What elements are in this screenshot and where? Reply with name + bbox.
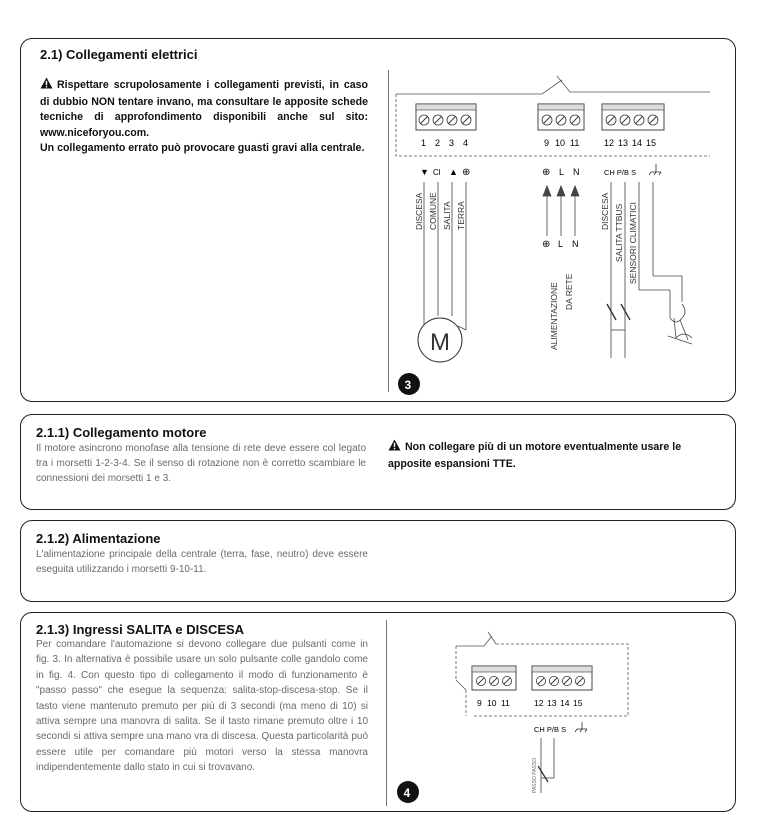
terminal-block-power <box>472 666 516 708</box>
input-label-discesa: DISCESA <box>600 192 610 230</box>
terminal-label-12: 12 <box>604 138 615 148</box>
motor-symbol-common: Cl <box>433 168 441 177</box>
figure3-divider <box>388 70 389 392</box>
figure-3-wiring-diagram <box>392 68 712 400</box>
warning-icon <box>388 439 401 457</box>
power-supply-text: L'alimentazione principale della centrale (terra, fase, neutro) deve essere eseguita utilizzando i morsetti 9-10-11. <box>36 549 368 576</box>
terminal-label-9: 9 <box>477 698 482 708</box>
terminal-label-15: 15 <box>573 698 583 708</box>
section-title-inputs: 2.1.3) Ingressi SALITA e DISCESA <box>36 622 245 637</box>
terminal-label-13: 13 <box>547 698 557 708</box>
power-symbol-n: N <box>573 167 580 177</box>
power-symbol-l: L <box>559 167 565 177</box>
terminal-label-15: 15 <box>646 138 657 148</box>
svg-text:4: 4 <box>403 786 411 800</box>
svg-text:3: 3 <box>404 378 412 392</box>
warning-icon <box>40 77 53 95</box>
earth-icon <box>575 722 587 732</box>
earth-icon <box>649 164 661 175</box>
terminal-label-4: 4 <box>463 138 469 148</box>
input-symbols: CH P/B S <box>534 725 567 734</box>
power-supply-label: ALIMENTAZIONE <box>549 282 559 350</box>
ground-icon: ⊕ <box>462 167 471 178</box>
wire-label-salita: SALITA <box>442 201 452 230</box>
power-in-l: L <box>558 239 564 249</box>
section-title-motor-connection: 2.1.1) Collegamento motore <box>36 425 207 440</box>
power-in-ground-icon: ⊕ <box>542 239 551 250</box>
terminal-block-power <box>538 104 584 148</box>
section-title-power-supply: 2.1.2) Alimentazione <box>36 531 161 546</box>
power-in-n: N <box>572 239 579 249</box>
terminal-label-11: 11 <box>501 698 510 708</box>
power-ground-icon: ⊕ <box>542 167 551 178</box>
terminal-block-inputs <box>532 666 592 708</box>
wire-label-terra: TERRA <box>456 201 466 230</box>
inputs-text: Per comandare l'automazione si devono collegare due pulsanti come in fig. 3. In alternativa è possibile usare un solo pulsante colle gandolo come in fig. 4. Con questo tipo di collegamento il modo di funzionamento è "passo passo" che esegue la sequenza: salita-stop-discesa-stop. Se il tasto viene mantenuto premuto per più di 3 secondi (ma meno di 10) si attiva sempre una manovra di salita. Se il tasto rimane premuto oltre i 10 secondi si attiva sempre una mano vra di discesa. Questa particolarità può essere utile per comandare più motori verso la stessa manovra indipendentemente dallo stato in cui si trovavano. <box>36 639 368 774</box>
figure-number-badge <box>398 373 420 395</box>
terminal-label-2: 2 <box>435 138 441 148</box>
switch-discesa <box>607 304 616 320</box>
motor-letter: M <box>430 329 450 356</box>
wire-label-comune: COMUNE <box>428 192 438 230</box>
motor-symbol-up: ▲ <box>449 167 458 177</box>
figure4-divider <box>386 620 387 806</box>
warning-text-connections: Rispettare scrupolosamente i collegamenti previsti, in caso di dubbio NON tentare invano, ma consultare le apposite schede tecniche di approfondimento disponibili anche sul sito: www.niceforyou.com. Un collegamento errato può provocare guasti gravi alla centrale. <box>40 79 368 155</box>
terminal-label-14: 14 <box>560 698 570 708</box>
climate-sensor-icon <box>668 304 692 344</box>
terminal-label-14: 14 <box>632 138 643 148</box>
button-label-passo-passo: PASSO PASSO <box>532 757 538 793</box>
switch-passo-passo <box>538 766 548 782</box>
input-label-climate-sensors: SENSORI CLIMATICI <box>628 201 638 284</box>
motor-symbol-down: ▼ <box>420 167 429 177</box>
terminal-label-1: 1 <box>421 138 427 148</box>
terminal-label-3: 3 <box>449 138 455 148</box>
terminal-label-12: 12 <box>534 698 544 708</box>
motor-warning-text: Non collegare più di un motore eventualmente usare le apposite espansioni TTE. <box>388 441 682 470</box>
input-label-salita-ttbus: SALITA TTBUS <box>614 203 624 262</box>
section-title-electrical-connections: 2.1) Collegamenti elettrici <box>40 47 198 62</box>
terminal-label-13: 13 <box>618 138 629 148</box>
figure-4-single-button-diagram <box>392 618 692 808</box>
switch-salita <box>621 304 630 320</box>
terminal-block-inputs <box>602 104 664 148</box>
figure-number-badge <box>397 781 419 803</box>
motor-connection-text: Il motore asincrono monofase alla tensione di rete deve essere col legato tra i morsetti 1-2-3-4. Se il senso di rotazione non è corretto scambiare le connessioni dei morsetti 1 e 3. <box>36 443 366 485</box>
terminal-block-motor <box>416 104 476 148</box>
wire-label-discesa: DISCESA <box>414 192 424 230</box>
input-symbols: CH P/B S <box>604 168 637 177</box>
terminal-label-11: 11 <box>570 138 580 148</box>
power-supply-label-2: DA RETE <box>564 273 574 310</box>
terminal-label-10: 10 <box>555 138 566 148</box>
terminal-label-10: 10 <box>487 698 497 708</box>
motor-symbol <box>418 318 462 362</box>
terminal-label-9: 9 <box>544 138 550 148</box>
